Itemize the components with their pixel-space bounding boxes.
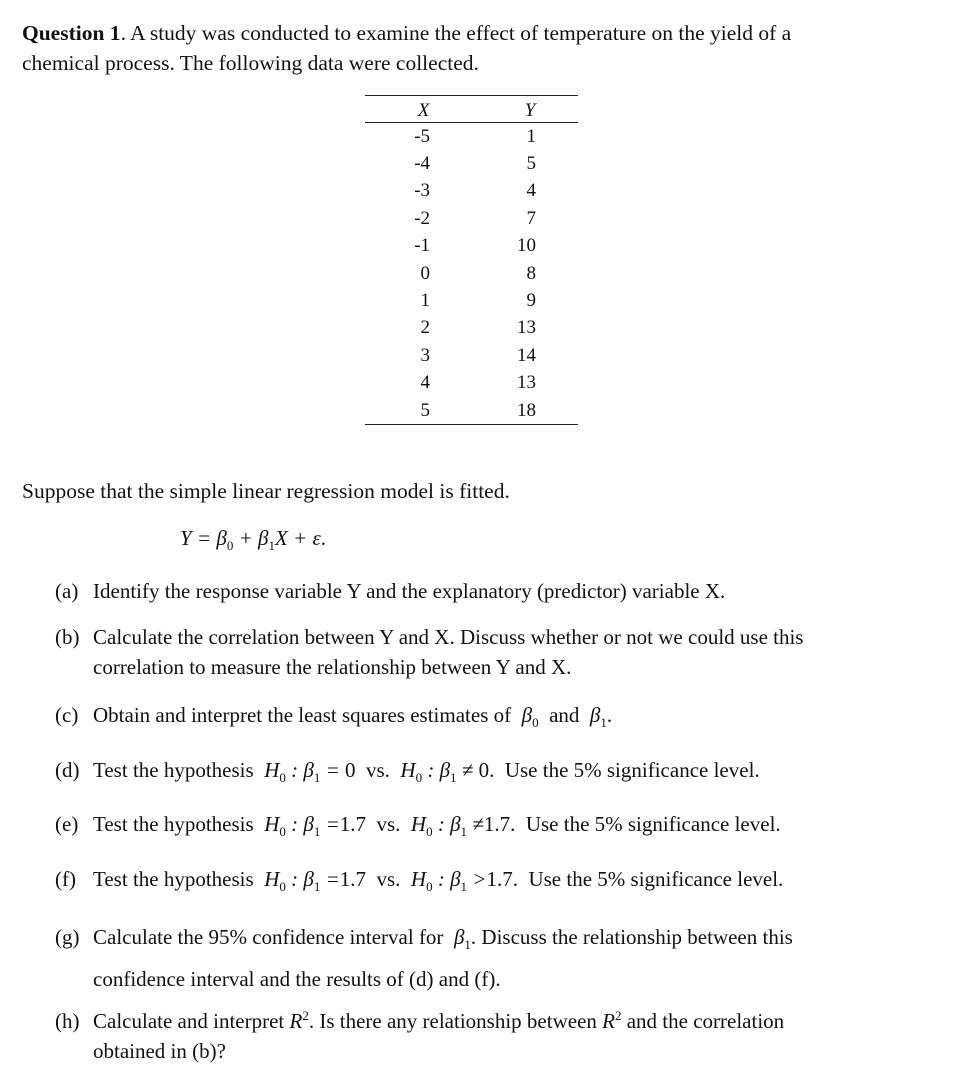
math-expression: $R^2$: [289, 1008, 309, 1033]
table-row: [365, 150, 578, 177]
cell-x: 2: [420, 317, 431, 339]
table-row: [365, 233, 578, 260]
question-text: Identify the response variable Y and the explanatory (predictor) variable X.: [93, 579, 726, 603]
question-text-cont: correlation to measure the relationship between Y and X.: [93, 655, 572, 679]
question-text-cont: obtained in (b)?: [93, 1039, 226, 1063]
question-label: (c): [55, 703, 79, 727]
question-heading: Question 1: [22, 21, 121, 45]
math-expression: $H_0$ : $\beta_1 =1.7$: [258, 812, 366, 839]
cell-y: 13: [517, 372, 536, 394]
math-expression: $R^2$: [602, 1008, 622, 1033]
cell-y: 9: [526, 290, 536, 312]
question-text: Calculate the 95% confidence interval for: [93, 925, 444, 949]
question-text: Calculate the correlation between Y and X. Discuss whether or not we could use this: [93, 625, 804, 649]
question-text-2: . Discuss the relationship between this: [470, 925, 793, 949]
math-expression: $\beta_1$: [448, 925, 471, 952]
cell-x: -5: [414, 125, 431, 147]
question-text: Obtain and interpret the least squares estimates of: [93, 703, 512, 727]
table-row: [365, 315, 578, 342]
question-c: (c) Obtain and interpret the least squares estimates of $\beta_0$ and $\beta_1$.: [55, 700, 925, 738]
question-b: [55, 622, 925, 682]
cell-x: 1: [420, 290, 431, 312]
question-label: (e): [55, 812, 79, 836]
table-row: [365, 397, 578, 425]
question-e: (e) Test the hypothesis $H_0$ : $\beta_1 =1.7$ vs. $H_0$ : $\beta_1 \ne 1.7$. Use the 5% significance level.: [55, 809, 925, 847]
math-expression: $\beta_0$: [516, 703, 539, 730]
question-text: Test the hypothesis: [93, 867, 254, 891]
question-text-2: . Is there any relationship between: [308, 1009, 597, 1033]
cell-y: 5: [526, 153, 536, 175]
question-text-cont: confidence interval and the results of (d) and (f).: [93, 967, 501, 991]
question-tail: Use the 5% significance level.: [525, 812, 781, 836]
question-f: (f) Test the hypothesis $H_0$ : $\beta_1 =1.7$ vs. $H_0$ : $\beta_1 >1.7$. Use the 5% significance level.: [55, 864, 925, 902]
question-label: (g): [55, 925, 80, 949]
table-row: [365, 260, 578, 287]
question-h: [55, 1001, 925, 1066]
math-expression: $H_0$ : $\beta_1 = 0$: [258, 758, 356, 785]
table-row: [365, 205, 578, 232]
regression-equation: $Y = \beta_0 + \beta_1X + \varepsilon$.: [180, 526, 326, 553]
data-table: [365, 95, 578, 425]
question-tail: Use the 5% significance level.: [504, 758, 760, 782]
model-intro-text: Suppose that the simple linear regression model is fitted.: [22, 479, 510, 503]
cell-y: 10: [517, 235, 536, 257]
math-expression: $H_0$ : $\beta_1 =1.7$: [258, 867, 366, 894]
cell-y: 14: [517, 344, 536, 366]
intro-text-1: . A study was conducted to examine the effect of temperature on the yield of a: [120, 21, 792, 45]
question-label: (b): [55, 625, 80, 649]
question-label: (d): [55, 758, 80, 782]
cell-y: 7: [526, 207, 536, 229]
header-x: X: [365, 96, 482, 123]
table-row: [365, 123, 578, 151]
cell-x: -4: [414, 153, 431, 175]
question-intro: [22, 18, 927, 78]
question-label: (f): [55, 867, 76, 891]
table-row: [365, 370, 578, 397]
math-expression: $H_0$ : $\beta_1 \ne 1.7$.: [410, 812, 516, 839]
question-text: Test the hypothesis: [93, 758, 254, 782]
question-text: Test the hypothesis: [93, 812, 254, 836]
cell-x: -3: [414, 180, 431, 202]
cell-x: 5: [365, 397, 482, 425]
question-tail: Use the 5% significance level.: [528, 867, 784, 891]
question-a: [55, 576, 925, 606]
math-expression: $H_0$ : $\beta_1 \ne 0$.: [400, 758, 495, 785]
cell-y: 8: [526, 262, 536, 284]
intro-text-2: chemical process. The following data were collected.: [22, 51, 479, 75]
header-y: Y: [482, 96, 578, 123]
question-label: (a): [55, 579, 79, 603]
question-label: (h): [55, 1009, 80, 1033]
cell-y: 18: [482, 397, 578, 425]
cell-y: 13: [517, 317, 536, 339]
question-text: Calculate and interpret: [93, 1009, 285, 1033]
question-text-3: and the correlation: [626, 1009, 785, 1033]
math-expression: $\beta_1$: [589, 703, 607, 730]
cell-x: 3: [420, 344, 431, 366]
cell-y: 1: [526, 125, 536, 147]
cell-y: 4: [526, 180, 536, 202]
question-g: [55, 920, 925, 997]
table-row: [365, 178, 578, 205]
table-row: [365, 287, 578, 314]
cell-x: 0: [420, 262, 431, 284]
table-row: [365, 342, 578, 369]
cell-x: -1: [414, 235, 431, 257]
math-expression: $H_0$ : $\beta_1 >1.7$.: [410, 867, 518, 894]
question-d: (d) Test the hypothesis $H_0$ : $\beta_1 = 0$ vs. $H_0$ : $\beta_1 \ne 0$. Use the 5% significance level.: [55, 755, 925, 793]
cell-x: 4: [420, 372, 431, 394]
cell-x: -2: [414, 207, 431, 229]
